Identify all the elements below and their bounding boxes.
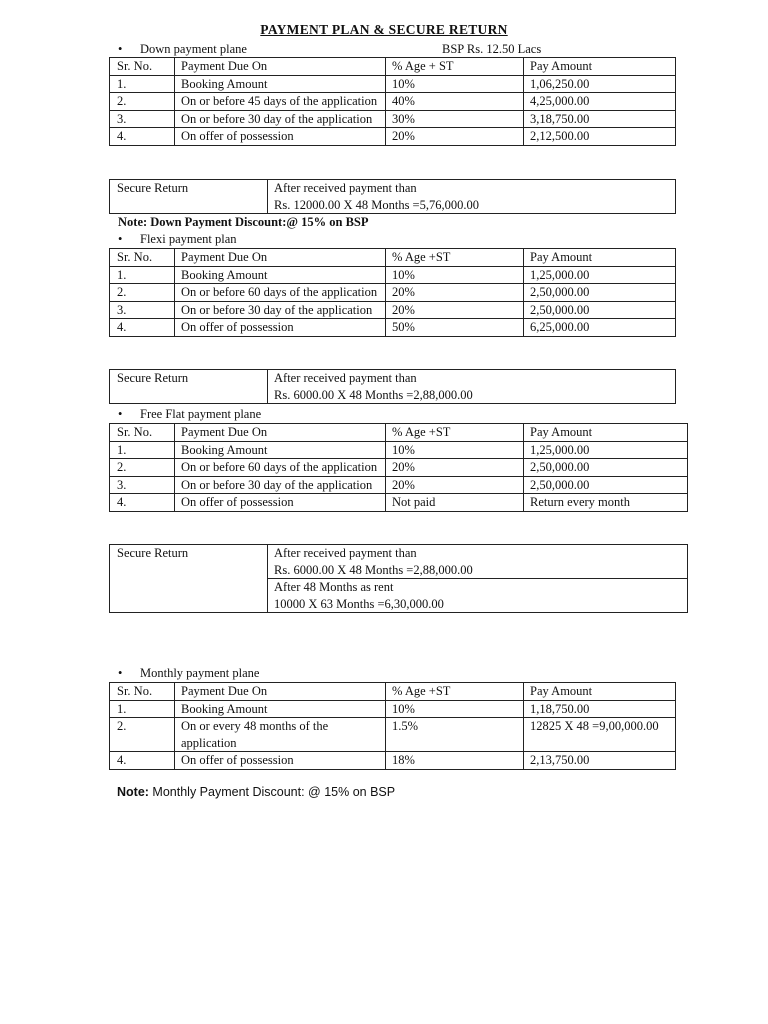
down-payment-note: Note: Down Payment Discount:@ 15% on BSP bbox=[118, 215, 369, 229]
secure-return-value bbox=[268, 180, 676, 214]
bullet-icon: • bbox=[118, 407, 123, 421]
cell-amount: 2,50,000.00 bbox=[524, 476, 688, 494]
table-row bbox=[110, 301, 676, 319]
cell-age: 10% bbox=[386, 266, 524, 284]
cell-sr: 4. bbox=[110, 319, 175, 337]
header-sr-no: Sr. No. bbox=[110, 424, 175, 442]
cell-amount: 2,12,500.00 bbox=[524, 128, 676, 146]
cell-amount: 2,50,000.00 bbox=[524, 284, 676, 302]
cell-age: 1.5% bbox=[386, 718, 524, 752]
bullet-icon: • bbox=[118, 232, 123, 246]
cell-sr: 1. bbox=[110, 266, 175, 284]
cell-due: On or before 30 day of the application bbox=[175, 476, 386, 494]
secure-return-label: Secure Return bbox=[110, 180, 268, 214]
monthly-plan-heading bbox=[118, 665, 259, 681]
cell-amount: 1,25,000.00 bbox=[524, 441, 688, 459]
bullet-icon: • bbox=[118, 42, 123, 56]
secure-return-value bbox=[268, 370, 676, 404]
table-row bbox=[110, 110, 676, 128]
cell-age: 10% bbox=[386, 75, 524, 93]
secure-return-line: Rs. 6000.00 X 48 Months =2,88,000.00 bbox=[274, 562, 473, 577]
cell-amount: 1,18,750.00 bbox=[524, 700, 676, 718]
cell-amount: 12825 X 48 =9,00,000.00 bbox=[524, 718, 676, 752]
table-row bbox=[110, 266, 676, 284]
cell-sr: 1. bbox=[110, 441, 175, 459]
rent-value bbox=[268, 579, 688, 613]
cell-age: 20% bbox=[386, 301, 524, 319]
header-payment-due-on: Payment Due On bbox=[175, 683, 386, 701]
cell-sr: 3. bbox=[110, 110, 175, 128]
down-plan-heading-text: Down payment plane bbox=[140, 42, 247, 56]
bullet-icon: • bbox=[118, 666, 123, 680]
rent-line: 10000 X 63 Months =6,30,000.00 bbox=[274, 596, 444, 611]
cell-age: 30% bbox=[386, 110, 524, 128]
table-row bbox=[110, 75, 676, 93]
cell-age: 20% bbox=[386, 284, 524, 302]
header-sr-no: Sr. No. bbox=[110, 683, 175, 701]
table-row bbox=[110, 93, 676, 111]
secure-return-value bbox=[268, 545, 688, 579]
cell-age: 50% bbox=[386, 319, 524, 337]
header-payment-due-on: Payment Due On bbox=[175, 58, 386, 76]
secure-return-row bbox=[110, 180, 676, 214]
header-age-st: % Age +ST bbox=[386, 683, 524, 701]
flexi-secure-return-table bbox=[109, 369, 676, 404]
cell-sr: 1. bbox=[110, 75, 175, 93]
table-row bbox=[110, 494, 688, 512]
cell-due: Booking Amount bbox=[175, 75, 386, 93]
cell-age: 20% bbox=[386, 476, 524, 494]
table-row bbox=[110, 752, 676, 770]
cell-due: On or before 30 day of the application bbox=[175, 301, 386, 319]
note-text: Monthly Payment Discount: @ 15% on BSP bbox=[148, 785, 396, 799]
header-sr-no: Sr. No. bbox=[110, 249, 175, 267]
header-age-st: % Age +ST bbox=[386, 249, 524, 267]
table-header-row bbox=[110, 58, 676, 76]
cell-due: On offer of possession bbox=[175, 494, 386, 512]
cell-due: Booking Amount bbox=[175, 441, 386, 459]
table-row bbox=[110, 319, 676, 337]
monthly-plan-heading-text: Monthly payment plane bbox=[140, 666, 260, 680]
secure-return-line: After received payment than bbox=[274, 181, 417, 195]
flexi-plan-heading bbox=[118, 231, 237, 247]
header-pay-amount: Pay Amount bbox=[524, 58, 676, 76]
cell-age: 20% bbox=[386, 459, 524, 477]
cell-sr: 2. bbox=[110, 93, 175, 111]
cell-age: 40% bbox=[386, 93, 524, 111]
header-pay-amount: Pay Amount bbox=[524, 424, 688, 442]
table-row bbox=[110, 284, 676, 302]
table-row bbox=[110, 459, 688, 477]
cell-sr: 2. bbox=[110, 718, 175, 752]
cell-sr: 3. bbox=[110, 301, 175, 319]
cell-sr: 2. bbox=[110, 284, 175, 302]
free-flat-payment-table bbox=[109, 423, 688, 512]
secure-return-row bbox=[110, 545, 688, 579]
header-age-st: % Age +ST bbox=[386, 424, 524, 442]
table-row bbox=[110, 128, 676, 146]
cell-sr: 4. bbox=[110, 752, 175, 770]
cell-sr: 1. bbox=[110, 700, 175, 718]
header-pay-amount: Pay Amount bbox=[524, 249, 676, 267]
secure-return-line: After received payment than bbox=[274, 371, 417, 385]
cell-due: On offer of possession bbox=[175, 128, 386, 146]
page-title: PAYMENT PLAN & SECURE RETURN bbox=[260, 22, 508, 37]
table-header-row bbox=[110, 424, 688, 442]
cell-amount: 3,18,750.00 bbox=[524, 110, 676, 128]
cell-sr: 2. bbox=[110, 459, 175, 477]
rent-line: After 48 Months as rent bbox=[274, 580, 394, 594]
cell-amount: Return every month bbox=[524, 494, 688, 512]
cell-amount: 2,13,750.00 bbox=[524, 752, 676, 770]
cell-age: Not paid bbox=[386, 494, 524, 512]
cell-due: On or every 48 months of the application bbox=[175, 718, 386, 752]
monthly-payment-note bbox=[117, 784, 395, 800]
table-row bbox=[110, 441, 688, 459]
cell-due: On offer of possession bbox=[175, 752, 386, 770]
bsp-label: BSP Rs. 12.50 Lacs bbox=[442, 42, 542, 56]
table-header-row bbox=[110, 249, 676, 267]
free-flat-plan-heading bbox=[118, 406, 261, 422]
table-row bbox=[110, 476, 688, 494]
header-payment-due-on: Payment Due On bbox=[175, 424, 386, 442]
flexi-plan-heading-text: Flexi payment plan bbox=[140, 232, 237, 246]
free-flat-secure-return-table bbox=[109, 544, 688, 613]
secure-return-label: Secure Return bbox=[110, 370, 268, 404]
secure-return-line: Rs. 12000.00 X 48 Months =5,76,000.00 bbox=[274, 197, 479, 212]
cell-age: 10% bbox=[386, 700, 524, 718]
cell-age: 20% bbox=[386, 128, 524, 146]
header-pay-amount: Pay Amount bbox=[524, 683, 676, 701]
cell-amount: 4,25,000.00 bbox=[524, 93, 676, 111]
note-label: Note: bbox=[117, 785, 149, 799]
secure-return-line: Rs. 6000.00 X 48 Months =2,88,000.00 bbox=[274, 387, 473, 402]
cell-amount: 1,25,000.00 bbox=[524, 266, 676, 284]
cell-due: On offer of possession bbox=[175, 319, 386, 337]
cell-sr: 4. bbox=[110, 494, 175, 512]
header-sr-no: Sr. No. bbox=[110, 58, 175, 76]
header-age-st: % Age + ST bbox=[386, 58, 524, 76]
cell-amount: 2,50,000.00 bbox=[524, 459, 688, 477]
free-flat-plan-heading-text: Free Flat payment plane bbox=[140, 407, 262, 421]
monthly-payment-table bbox=[109, 682, 676, 770]
cell-due: Booking Amount bbox=[175, 266, 386, 284]
cell-due: On or before 30 day of the application bbox=[175, 110, 386, 128]
cell-due: On or before 60 days of the application bbox=[175, 284, 386, 302]
cell-due: On or before 60 days of the application bbox=[175, 459, 386, 477]
cell-amount: 2,50,000.00 bbox=[524, 301, 676, 319]
down-plan-heading bbox=[118, 41, 247, 57]
cell-amount: 1,06,250.00 bbox=[524, 75, 676, 93]
cell-age: 10% bbox=[386, 441, 524, 459]
down-payment-table bbox=[109, 57, 676, 146]
secure-return-line: After received payment than bbox=[274, 546, 417, 560]
cell-sr: 3. bbox=[110, 476, 175, 494]
table-row bbox=[110, 718, 676, 752]
table-row bbox=[110, 700, 676, 718]
header-payment-due-on: Payment Due On bbox=[175, 249, 386, 267]
cell-amount: 6,25,000.00 bbox=[524, 319, 676, 337]
secure-return-label: Secure Return bbox=[110, 545, 268, 613]
secure-return-row bbox=[110, 370, 676, 404]
cell-due: Booking Amount bbox=[175, 700, 386, 718]
table-header-row bbox=[110, 683, 676, 701]
flexi-payment-table bbox=[109, 248, 676, 337]
cell-age: 18% bbox=[386, 752, 524, 770]
cell-sr: 4. bbox=[110, 128, 175, 146]
cell-due: On or before 45 days of the application bbox=[175, 93, 386, 111]
down-secure-return-table bbox=[109, 179, 676, 214]
